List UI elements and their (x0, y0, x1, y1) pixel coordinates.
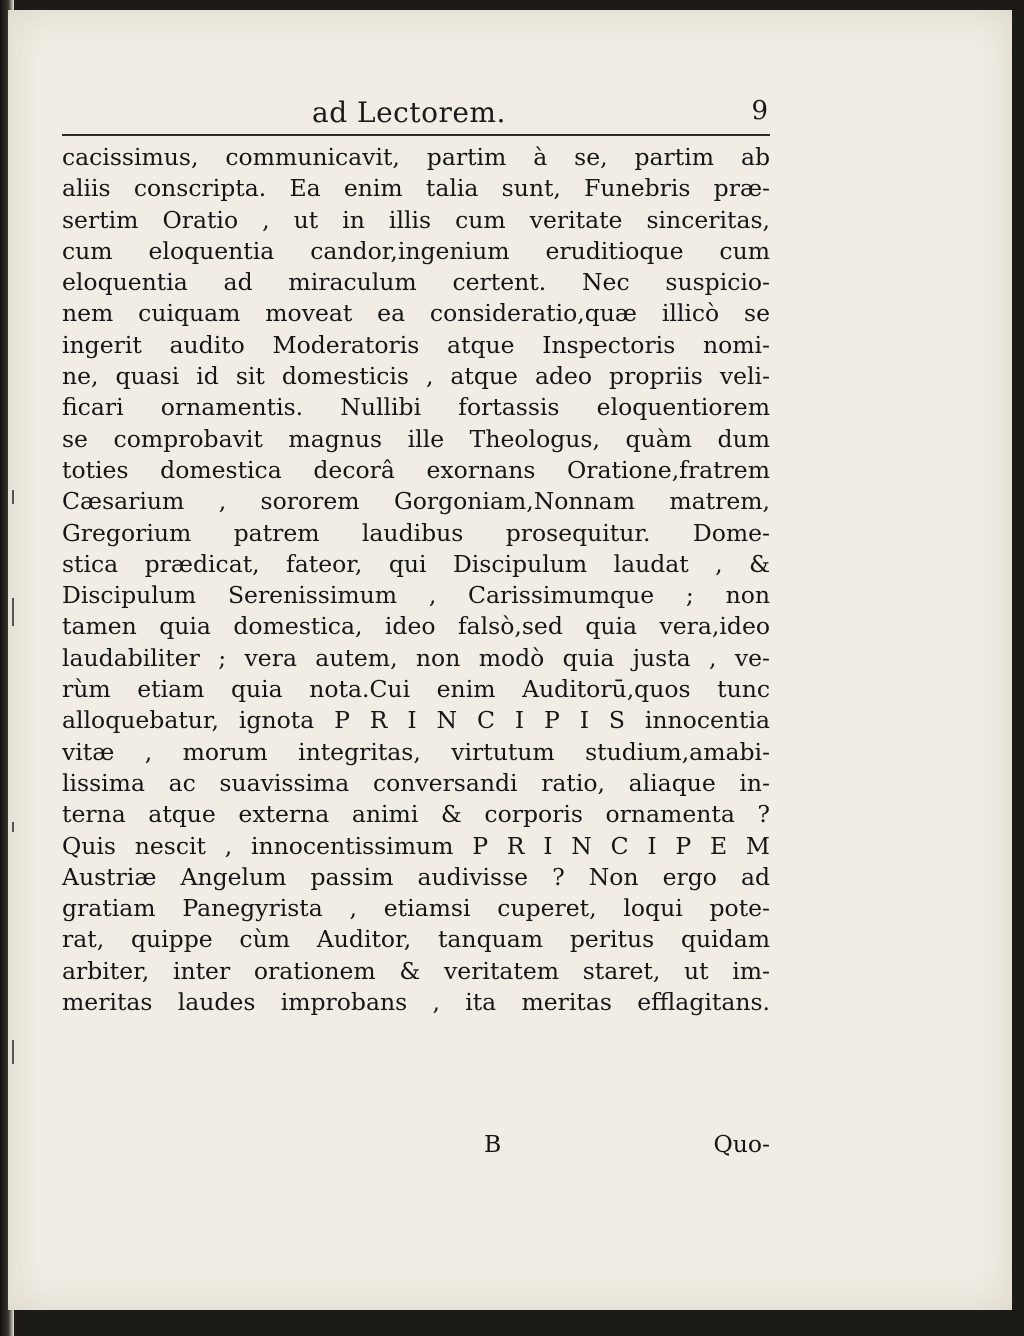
text-line: ingerit audito Moderatoris atque Inspectoris nomi- (62, 330, 770, 359)
text-line: sertim Oratio , ut in illis cum veritate sinceritas, (62, 205, 770, 234)
page-footer (62, 1130, 770, 1164)
text-line: gratiam Panegyrista , etiamsi cuperet, loqui pote- (62, 894, 770, 923)
text-line: alloquebatur, ignota P R I N C I P I S innocentia (62, 706, 770, 735)
text-line: lissima ac suavissima conversandi ratio, aliaque in- (62, 768, 770, 797)
text-line: aliis conscripta. Ea enim talia sunt, Funebris præ- (62, 174, 770, 203)
text-line: Austriæ Angelum passim audivisse ? Non ergo ad (62, 862, 770, 891)
text-line: se comprobavit magnus ille Theologus, quàm dum (62, 424, 770, 453)
text-line: eloquentia ad miraculum certent. Nec suspicio- (62, 268, 770, 297)
text-line: arbiter, inter orationem & veritatem staret, ut im- (62, 956, 770, 985)
text-line: stica prædicat, fateor, qui Discipulum laudat , & (62, 549, 770, 578)
text-line: ne, quasi id sit domesticis , atque adeo propriis veli- (62, 362, 770, 391)
text-line: Cæsarium , sororem Gorgoniam,Nonnam matrem, (62, 487, 770, 516)
running-head: ad Lectorem. (312, 96, 506, 129)
catchword: Quo- (713, 1130, 770, 1158)
text-line: Gregorium patrem laudibus prosequitur. Dome- (62, 518, 770, 547)
text-line: nem cuiquam moveat ea consideratio,quæ illicò se (62, 299, 770, 328)
text-line: meritas laudes improbans , ita meritas efflagitans. (62, 988, 770, 1017)
text-line: vitæ , morum integritas, virtutum studium,amabi- (62, 737, 770, 766)
text-line: rat, quippe cùm Auditor, tanquam peritus quidam (62, 925, 770, 954)
page-number: 9 (751, 96, 768, 126)
signature-mark: B (484, 1130, 502, 1158)
text-line: terna atque externa animi & corporis ornamenta ? (62, 800, 770, 829)
text-line: ficari ornamentis. Nullibi fortassis eloquentiorem (62, 393, 770, 422)
body-text (62, 142, 770, 1018)
text-line: cum eloquentia candor,ingenium eruditioque cum (62, 236, 770, 265)
text-line: Discipulum Serenissimum , Carissimumque ; non (62, 581, 770, 610)
header-rule (62, 134, 770, 136)
page-header (62, 96, 768, 130)
text-line: rùm etiam quia nota.Cui enim Auditorū,quos tunc (62, 675, 770, 704)
text-line: laudabiliter ; vera autem, non modò quia justa , ve- (62, 643, 770, 672)
text-line: cacissimus, communicavit, partim à se, partim ab (62, 143, 770, 171)
text-line: toties domestica decorâ exornans Oratione,fratrem (62, 455, 770, 484)
text-line: Quis nescit , innocentissimum P R I N C I P E M (62, 831, 770, 860)
text-line: tamen quia domestica, ideo falsò,sed quia vera,ideo (62, 612, 770, 641)
